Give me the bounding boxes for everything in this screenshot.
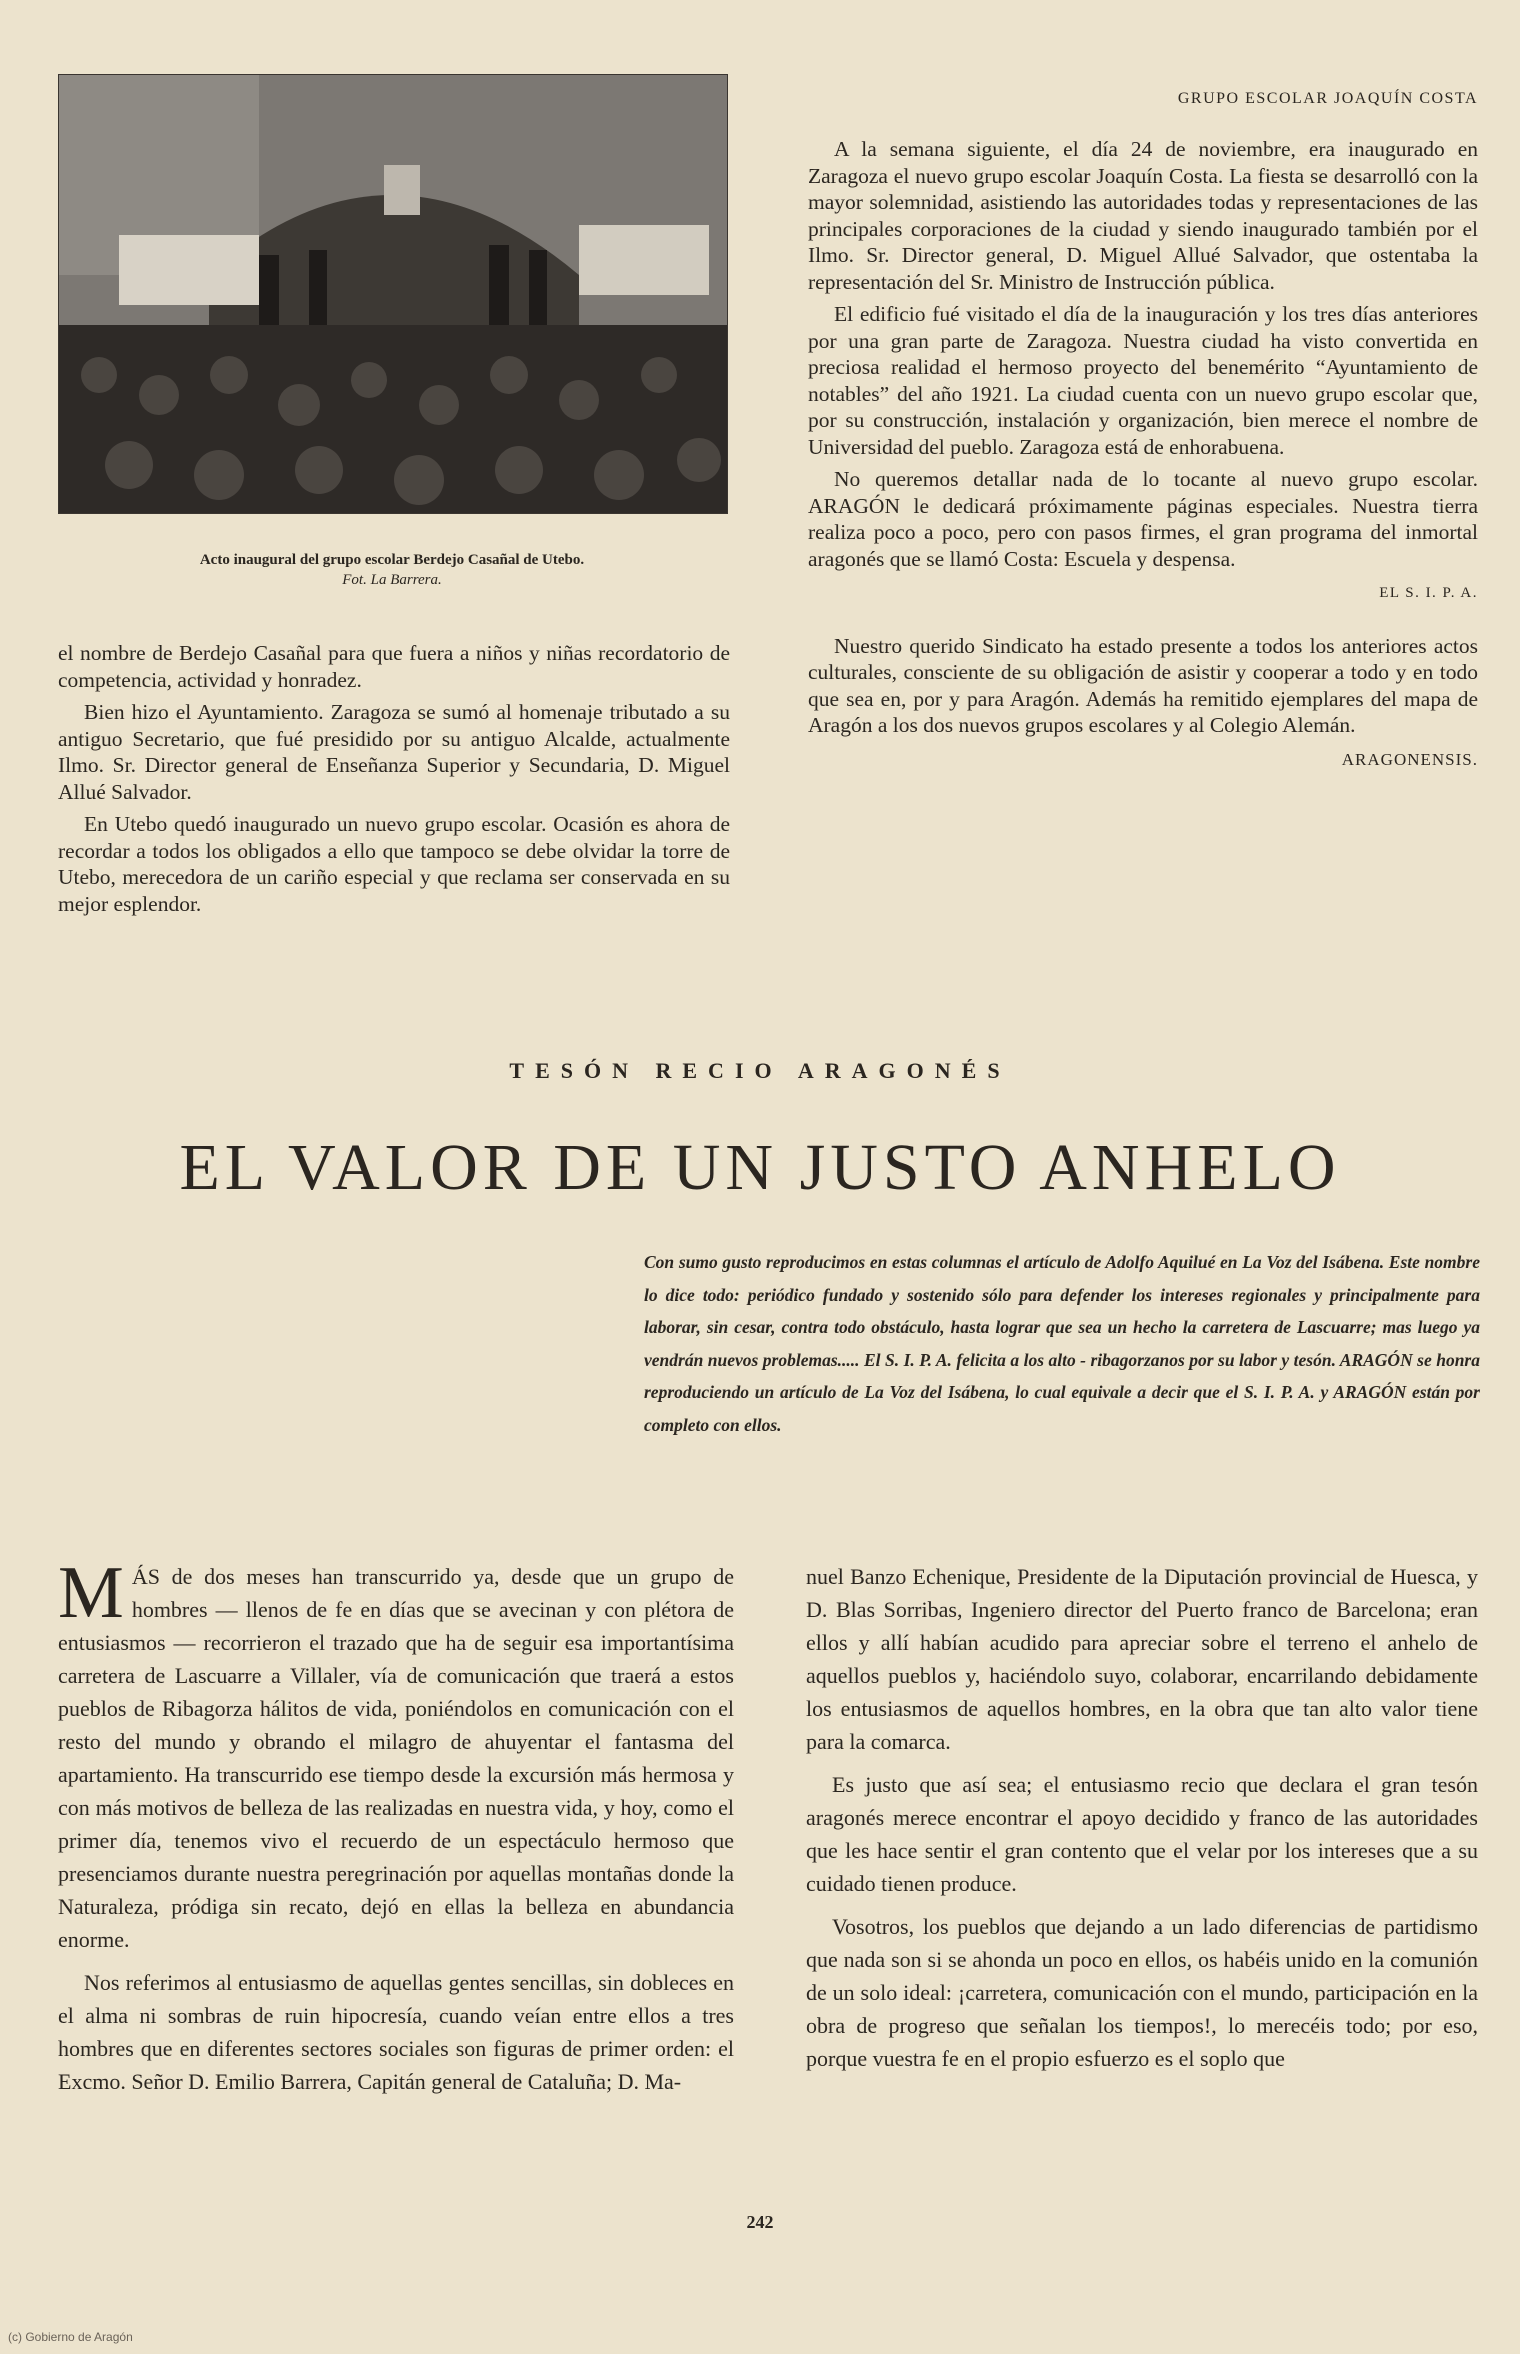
paragraph: El edificio fué visitado el día de la inauguración y los tres días anteriores por una gran parte de Zaragoza. Nuestra ciudad ha visto convertida en preciosa realidad el hermoso proyecto del benemérito “Ayuntamiento de notables” del año 1921. La ciudad cuenta con un nuevo grupo escolar que, por su construcción, instalación y organización, bien merece el nombre de Universidad del pueblo. Zaragoza está de enhorabuena. <box>808 302 1478 459</box>
paragraph: A la semana siguiente, el día 24 de noviembre, era inaugurado en Zaragoza el nuevo grupo escolar Joaquín Costa. La fiesta se desarrolló con la mayor solemnidad, asistiendo las autoridades todas y representaciones de las principales corporaciones de la ciudad y siendo inaugurado también por el Ilmo. Sr. Director general, D. Miguel Allué Salvador, que ostentaba la representación del Sr. Ministro de Instrucción pública. <box>808 137 1478 294</box>
article-headline: EL VALOR DE UN JUSTO ANHELO <box>179 1131 1341 1204</box>
article-kicker: TESÓN RECIO ARAGONÉS <box>509 1058 1011 1083</box>
paragraph: nuel Banzo Echenique, Presidente de la Diputación provincial de Huesca, y D. Blas Sorribas, Ingeniero director del Puerto franco de Barcelona; eran ellos y allí habían acudido para apreciar sobre el terreno el anhelo de aquellos pueblos y, haciéndolo suyo, colaborar, encarrilando debidamente los entusiasmos de aquellos hombres, en la obra que tan alto valor tiene para la comarca. <box>806 1564 1478 1754</box>
page-number: 242 <box>746 2212 774 2232</box>
bottom-right-column <box>806 1560 1478 2085</box>
paragraph: el nombre de Berdejo Casañal para que fuera a niños y niñas recordatorio de competencia, actividad y honradez. <box>58 641 730 692</box>
caption-text: Acto inaugural del grupo escolar Berdejo Casañal de Utebo. <box>199 552 585 568</box>
drop-cap: M <box>58 1552 124 1634</box>
signature-sipa: EL S. I. P. A. <box>1379 585 1478 601</box>
paragraph <box>58 1552 734 1956</box>
signature-aragonensis: ARAGONENSIS. <box>1341 749 1478 769</box>
caption-credit: Fot. La Barrera. <box>342 572 442 588</box>
top-right-column <box>808 136 1478 773</box>
paragraph-text: ÁS de dos meses han transcurrido ya, desde que un grupo de hombres — llenos de fe en días que se avecinan y con plétora de entusiasmos — recorrieron el trazado que ha de seguir esa importantísima carretera de Lascuarre a Villaler, vía de comunicación que traerá a estos pueblos de Ribagorza hálitos de vida, poniéndolos en comunicación con el resto del mundo y obrando el milagro de ahuyentar el fantasma del apartamiento. Ha transcurrido ese tiempo desde la excursión más hermosa y con más motivos de belleza de las realizadas en nuestra vida, y hoy, como el primer día, tenemos vivo el recuerdo de un espectáculo hermoso que presenciamos durante nuestra peregrinación por aquellas montañas donde la Naturaleza, pródiga sin recato, dejó en ellas la belleza en abundancia enorme. <box>58 1564 734 1952</box>
bottom-left-column <box>58 1552 734 2108</box>
copyright-notice: (c) Gobierno de Aragón <box>8 2330 133 2344</box>
paragraph: En Utebo quedó inaugurado un nuevo grupo escolar. Ocasión es ahora de recordar a todos los obligados a ello que tampoco se debe olvidar la torre de Utebo, merecedora de un cariño especial y que reclama ser conservada en su mejor esplendor. <box>58 812 730 916</box>
photo-inauguration <box>58 74 728 514</box>
paragraph: No queremos detallar nada de lo tocante al nuevo grupo escolar. ARAGÓN le dedicará próximamente páginas especiales. Nuestra tierra realiza poco a poco, pero con pasos firmes, el gran programa del inmortal aragonés que se llamó Costa: Escuela y despensa. <box>808 467 1478 571</box>
paragraph: Bien hizo el Ayuntamiento. Zaragoza se sumó al homenaje tributado a su antiguo Secretario, que fué presidido por su antiguo Alcalde, actualmente Ilmo. Sr. Director general de Enseñanza Superior y Secundaria, D. Miguel Allué Salvador. <box>58 700 730 804</box>
photo-caption <box>58 550 726 590</box>
paragraph: Nuestro querido Sindicato ha estado presente a todos los anteriores actos culturales, consciente de su obligación de asistir y cooperar a todo y en todo que sea en, por y para Aragón. Además ha remitido ejemplares del mapa de Aragón a los dos nuevos grupos escolares y al Colegio Alemán. <box>808 633 1478 737</box>
paragraph: Es justo que así sea; el entusiasmo recio que declara el gran tesón aragonés merece encontrar el apoyo decidido y franco de las autoridades que les hace sentir el gran contento que el velar por los intereses que a su cuidado tienen produce. <box>806 1772 1478 1896</box>
paragraph: Nos referimos al entusiasmo de aquellas gentes sencillas, sin dobleces en el alma ni sombras de ruin hipocresía, cuando veían entre ellos a tres hombres que en diferentes sectores sociales son figuras de primer orden: el Excmo. Señor D. Emilio Barrera, Capitán general de Cataluña; D. Ma- <box>58 1970 734 2094</box>
running-head: GRUPO ESCOLAR JOAQUÍN COSTA <box>1177 90 1478 107</box>
paragraph: Vosotros, los pueblos que dejando a un lado diferencias de partidismo que nada son si se ahonda un poco en ellos, os habéis unido en la comunión de un solo ideal: ¡carretera, comunicación con el mundo, participación en la obra de progreso que señalan los tiempos!, lo merecéis todo; por eso, porque vuestra fe en el propio esfuerzo es el soplo que <box>806 1914 1478 2071</box>
photo-image <box>59 75 727 513</box>
article-intro: Con sumo gusto reproducimos en estas columnas el artículo de Adolfo Aquilué en La Voz del Isábena. Este nombre lo dice todo: periódico fundado y sostenido sólo para defender los intereses regionales y principalmente para laborar, sin cesar, contra todo obstáculo, hasta lograr que sea un hecho la carretera de Lascuarre; mas luego ya vendrán nuevos problemas..... El S. I. P. A. felicita a los alto - ribagorzanos por su labor y tesón. ARAGÓN se honra reproduciendo un artículo de La Voz del Isábena, lo cual equivale a decir que el S. I. P. A. y ARAGÓN están por completo con ellos. <box>644 1252 1480 1435</box>
top-left-column <box>58 640 730 923</box>
